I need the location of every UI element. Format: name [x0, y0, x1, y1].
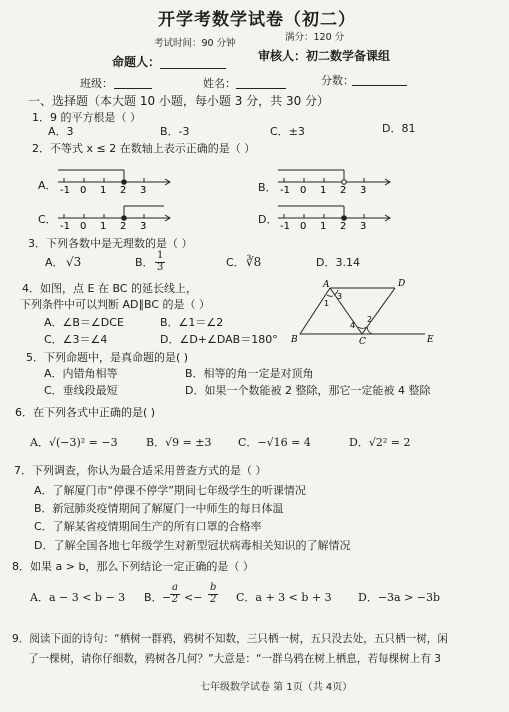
number-line-d	[278, 196, 403, 230]
q7-option-a: A．了解厦门市“停课不停学”期间七年级学生的听课情况	[34, 484, 306, 497]
label-angle-4: 4	[350, 321, 356, 330]
tick-label--1: -1	[280, 185, 290, 196]
number-line-b	[278, 160, 403, 194]
endpoint-dot	[342, 180, 347, 185]
q3-option-b-label: B．	[135, 256, 154, 269]
q7-option-b: B．新冠肺炎疫情期间了解厦门一中师生的每日体温	[34, 502, 284, 515]
q8-b-middle: <−	[184, 591, 203, 604]
q4-geometry-figure	[290, 278, 450, 346]
tick-label-0: 0	[300, 221, 307, 232]
q4-stem-line1: 4．如图，点 E 在 BC 的延长线上，	[22, 282, 197, 295]
q8-option-b-label: B．	[144, 591, 163, 604]
q6-option-d: D．√2² = 2	[349, 436, 411, 449]
q8-option-a: A．a − 3 < b − 3	[30, 591, 126, 604]
q4-option-b: B．∠1＝∠2	[160, 316, 224, 329]
q2-label-c: C．	[38, 213, 57, 226]
q8-b-right-fraction	[208, 583, 218, 605]
q6-option-b: B．√9 = ±3	[146, 436, 212, 449]
q8-option-b-minus: −	[162, 591, 172, 604]
number-line-c	[58, 196, 178, 230]
q4-stem-line2: 下列条件中可以判断 AD∥BC 的是（ ）	[20, 298, 211, 311]
q8-b-left-fraction	[170, 583, 180, 605]
q3-option-c-math: ∛8	[246, 255, 262, 269]
tick-label-3: 3	[360, 185, 367, 196]
name-label: 姓名：	[203, 77, 236, 90]
author-blank	[160, 68, 226, 69]
q7-stem: 7．下列调查，你认为最合适采用普查方式的是（ ）	[14, 464, 267, 477]
angle-2-arc	[367, 327, 372, 334]
endpoint-dot	[122, 180, 127, 185]
q5-option-d: D．如果一个数能被 2 整除，那它一定能被 4 整除	[185, 384, 431, 397]
q5-option-b: B．相等的角一定是对顶角	[185, 367, 314, 380]
q8-b-right-den: 2	[210, 593, 217, 605]
q2-label-b: B．	[258, 181, 277, 194]
q3-b-denominator: 3	[157, 261, 164, 273]
q8-option-d: D．−3a > −3b	[358, 591, 441, 604]
q1-option-d: D．81	[382, 122, 416, 135]
q5-option-c: C．垂线段最短	[44, 384, 118, 397]
angle-1-arc	[327, 295, 333, 296]
q4-option-d: D．∠D+∠DAB＝180°	[160, 333, 278, 346]
score-label: 分数：	[321, 74, 354, 87]
label-e: E	[427, 335, 434, 345]
q6-stem: 6．在下列各式中正确的是( )	[15, 406, 156, 419]
tick-label-3: 3	[360, 221, 367, 232]
q2-label-d: D．	[258, 213, 278, 226]
q3-option-a-math: √3	[66, 255, 82, 269]
tick-label-2: 2	[120, 221, 127, 232]
tick-label--1: -1	[60, 185, 70, 196]
q9-line1: 9．阅读下面的诗句：“栖树一群鸦，鸦树不知数，三只栖一树，五只没去处，五只栖一树，闲	[12, 633, 448, 645]
full-score: 满分：120 分	[285, 32, 345, 43]
section-heading: 一、选择题（本大题 10 小题，每小题 3 分，共 30 分）	[28, 94, 330, 108]
q2-label-a: A．	[38, 179, 57, 192]
q5-stem: 5．下列命题中，是真命题的是( )	[26, 351, 189, 364]
tick-label-0: 0	[300, 185, 307, 196]
q3-b-numerator: 1	[157, 250, 164, 261]
q1-stem: 1．9 的平方根是（ ）	[32, 111, 141, 124]
label-d: D	[398, 279, 406, 289]
tick-label-1: 1	[320, 221, 327, 232]
label-c: C	[359, 337, 366, 347]
segment-ab	[300, 288, 330, 334]
label-angle-1: 1	[324, 299, 330, 308]
score-blank	[352, 85, 407, 86]
exam-time: 考试时间：90 分钟	[154, 38, 236, 49]
q3-option-b-fraction	[155, 251, 165, 273]
tick-label-1: 1	[100, 221, 107, 232]
q8-b-right-num: b	[210, 582, 217, 593]
q8-stem: 8．如果 a > b，那么下列结论一定正确的是（ ）	[12, 560, 254, 573]
q3-option-a-label: A．	[45, 256, 64, 269]
q1-option-c: C．±3	[270, 125, 305, 138]
tick-label-2: 2	[340, 185, 347, 196]
class-label: 班级：	[80, 77, 113, 90]
name-blank	[236, 88, 286, 89]
tick-label-0: 0	[80, 185, 87, 196]
q8-b-left-num: a	[172, 582, 178, 593]
endpoint-dot	[122, 216, 127, 221]
q5-option-a: A．内错角相等	[44, 367, 118, 380]
endpoint-dot	[342, 216, 347, 221]
q3-option-c-label: C．	[226, 256, 245, 269]
exam-title: 开学考数学试卷（初二）	[158, 10, 356, 30]
tick-label-2: 2	[340, 221, 347, 232]
author-label: 命题人：	[112, 55, 161, 69]
tick-label-2: 2	[120, 185, 127, 196]
page-footer: 七年级数学试卷 第 1页（共 4页）	[200, 682, 353, 693]
q7-option-c: C．了解某省疫情期间生产的所有口罩的合格率	[34, 520, 262, 533]
class-blank	[114, 88, 152, 89]
q1-option-a: A．3	[48, 125, 74, 138]
tick-label-3: 3	[140, 185, 147, 196]
q8-option-c: C．a + 3 < b + 3	[236, 591, 332, 604]
tick-label-0: 0	[80, 221, 87, 232]
tick-label-1: 1	[320, 185, 327, 196]
q6-option-a: A．√(−3)² = −3	[30, 436, 118, 449]
label-a: A	[323, 280, 330, 290]
tick-label-3: 3	[140, 221, 147, 232]
number-line-a	[58, 160, 178, 194]
q4-option-c: C．∠3＝∠4	[44, 333, 108, 346]
q9-line2: 了一棵树，请你仔细数，鸦树各几何？”大意是：“一群乌鸦在树上栖息，若每棵树上有 3	[28, 653, 442, 665]
q3-option-d: D．3.14	[316, 256, 360, 269]
tick-label-1: 1	[100, 185, 107, 196]
tick-label--1: -1	[60, 221, 70, 232]
angle-4-arc	[358, 327, 367, 328]
q7-option-d: D．了解全国各地七年级学生对新型冠状病毒相关知识的了解情况	[34, 539, 351, 552]
label-angle-3: 3	[337, 292, 343, 301]
q6-option-c: C．−√16 = 4	[238, 436, 311, 449]
tick-label--1: -1	[280, 221, 290, 232]
label-angle-2: 2	[367, 315, 373, 324]
q1-option-b: B．-3	[160, 125, 190, 138]
q4-option-a: A．∠B＝∠DCE	[44, 316, 124, 329]
q3-stem: 3．下列各数中是无理数的是（ ）	[28, 237, 193, 250]
q8-b-left-den: 2	[171, 593, 179, 605]
label-b: B	[291, 335, 298, 345]
reviewer: 审核人：初二数学备课组	[258, 49, 391, 63]
q2-stem: 2．不等式 x ≤ 2 在数轴上表示正确的是（ ）	[32, 142, 256, 155]
